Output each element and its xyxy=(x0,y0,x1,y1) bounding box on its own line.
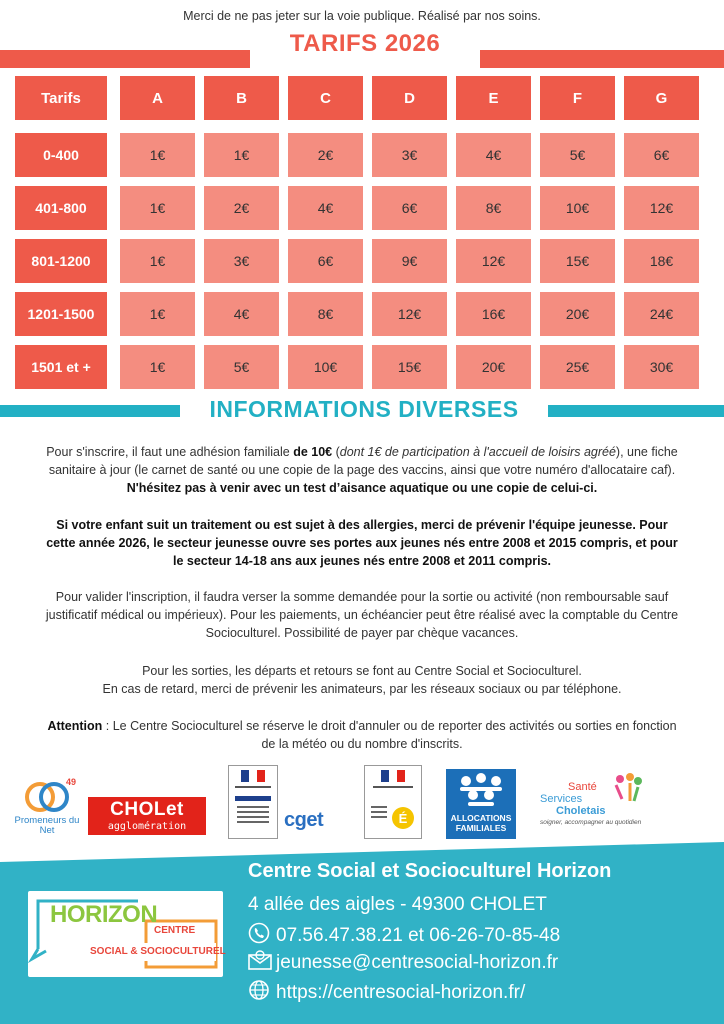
title-decor-right xyxy=(480,50,724,68)
footer-phone[interactable]: 07.56.47.38.21 et 06-26-70-85-48 xyxy=(276,925,561,947)
table-header-row xyxy=(15,76,699,120)
promeneurs-label: Promeneurs du Net xyxy=(14,815,80,836)
table-corner-header: Tarifs xyxy=(15,76,107,120)
people-icon xyxy=(610,771,646,807)
footer-address: 4 allée des aigles - 49300 CHOLET xyxy=(248,894,547,915)
column-header: F xyxy=(540,76,615,120)
column-header: C xyxy=(288,76,363,120)
info-paragraph-registration xyxy=(30,443,694,497)
table-cell: 12€ xyxy=(372,292,447,336)
table-cell: 8€ xyxy=(456,186,531,230)
info-paragraph-outings xyxy=(30,662,694,698)
info-paragraph-health: Si votre enfant suit un traitement ou est sujet à des allergies, merci de prévenir l'équipe jeunesse. Pour cette année 2026, le secteur jeunesse ouvre ses portes aux jeunes nés entre 2008 et 2015 compris, et pour le secteur 14-18 ans aux jeunes nés entre 2008 et 2011 compris. xyxy=(46,518,678,568)
svg-text:É: É xyxy=(398,811,408,826)
cholet-agglo-logo xyxy=(88,797,206,835)
globe-icon xyxy=(248,979,270,1007)
row-header: 1201-1500 xyxy=(15,292,107,336)
mail-icon xyxy=(248,950,270,976)
table-cell: 12€ xyxy=(456,239,531,283)
caf-line: FAMILIALES xyxy=(455,823,507,833)
footer-email[interactable]: jeunesse@centresocial-horizon.fr xyxy=(276,952,559,974)
info-section-title: INFORMATIONS DIVERSES xyxy=(209,396,519,422)
table-cell: 5€ xyxy=(540,133,615,177)
table-cell: 4€ xyxy=(456,133,531,177)
marianne-emblem-icon xyxy=(229,766,277,838)
table-cell: 12€ xyxy=(624,186,699,230)
column-header: A xyxy=(120,76,195,120)
info-text: ( xyxy=(332,445,340,459)
table-cell: 1€ xyxy=(120,345,195,389)
footer-phone-row xyxy=(248,922,560,950)
horizon-logo xyxy=(28,891,226,977)
table-cell: 10€ xyxy=(540,186,615,230)
table-cell: 1€ xyxy=(120,292,195,336)
table-cell: 18€ xyxy=(624,239,699,283)
table-cell: 25€ xyxy=(540,345,615,389)
table-cell: 2€ xyxy=(204,186,279,230)
table-cell: 4€ xyxy=(204,292,279,336)
column-header: D xyxy=(372,76,447,120)
cholet-logo-subtext: agglomération xyxy=(107,821,187,832)
table-cell: 5€ xyxy=(204,345,279,389)
table-row xyxy=(15,186,699,230)
table-row xyxy=(15,239,699,283)
table-cell: 3€ xyxy=(204,239,279,283)
info-text: En cas de retard, merci de prévenir les animateurs, par les réseaux sociaux ou par téléphone. xyxy=(102,682,622,696)
footer-website[interactable]: https://centresocial-horizon.fr/ xyxy=(276,982,526,1004)
table-cell: 6€ xyxy=(624,133,699,177)
table-cell: 15€ xyxy=(540,239,615,283)
info-paragraph-payment: Pour valider l'inscription, il faudra verser la somme demandée pour la sortie ou activité (non remboursable sauf justificatif médical ou impérieux). Pour les paiements, un échéancier peut être réalisé avec la comptable du Centre Socioculturel. Possibilité de payer par chèque vacances. xyxy=(45,590,679,640)
footer-email-row xyxy=(248,950,558,976)
sante-line: Choletais xyxy=(556,805,606,817)
caf-logo-text xyxy=(446,813,516,833)
table-cell: 1€ xyxy=(120,239,195,283)
republique-francaise-logo xyxy=(228,765,278,839)
row-header: 0-400 xyxy=(15,133,107,177)
promeneurs-number: 49 xyxy=(66,777,77,787)
info-paragraph-attention xyxy=(40,717,684,753)
info-text: Pour s'inscrire, il faut une adhésion familiale xyxy=(46,445,294,459)
cget-logo: cget xyxy=(284,809,324,831)
family-icon xyxy=(446,769,516,813)
horizon-logo-title: HORIZON xyxy=(50,901,158,928)
phone-icon xyxy=(248,922,270,950)
sante-line: Services xyxy=(540,793,583,805)
page-title: TARIFS 2026 xyxy=(289,30,441,57)
table-cell: 24€ xyxy=(624,292,699,336)
top-note: Merci de ne pas jeter sur la voie publique. Réalisé par nos soins. xyxy=(183,9,541,23)
table-row xyxy=(15,345,699,389)
table-row xyxy=(15,133,699,177)
table-cell: 1€ xyxy=(120,133,195,177)
ministere-education-logo xyxy=(364,765,422,839)
info-decor-left xyxy=(0,405,180,417)
row-header: 401-800 xyxy=(15,186,107,230)
table-cell: 4€ xyxy=(288,186,363,230)
partner-logos xyxy=(0,765,724,845)
horizon-logo-badge: CENTRE xyxy=(154,925,196,936)
info-decor-right xyxy=(548,405,724,417)
table-cell: 6€ xyxy=(288,239,363,283)
footer-website-row xyxy=(248,979,525,1007)
info-text: : Le Centre Socioculturel se réserve le droit d'annuler ou de reporter des activités ou sorties en fonction de la météo ou du nombre d'inscrits. xyxy=(102,719,677,751)
table-cell: 20€ xyxy=(540,292,615,336)
row-header: 1501 et + xyxy=(15,345,107,389)
attention-label: Attention xyxy=(47,719,103,733)
table-cell: 16€ xyxy=(456,292,531,336)
column-header: B xyxy=(204,76,279,120)
column-header: G xyxy=(624,76,699,120)
sante-line: Santé xyxy=(568,781,597,793)
table-cell: 6€ xyxy=(372,186,447,230)
title-decor-left xyxy=(0,50,250,68)
table-cell: 1€ xyxy=(120,186,195,230)
promeneurs-du-net-logo xyxy=(14,777,84,836)
footer-title: Centre Social et Socioculturel Horizon xyxy=(248,860,612,882)
education-emblem-icon xyxy=(365,766,421,838)
info-text-italic: dont 1€ de participation à l'accueil de loisirs agréé xyxy=(339,445,616,459)
table-row xyxy=(15,292,699,336)
sante-services-choletais-logo xyxy=(540,775,650,835)
row-header: 801-1200 xyxy=(15,239,107,283)
caf-logo xyxy=(446,769,516,839)
table-cell: 20€ xyxy=(456,345,531,389)
caf-line: ALLOCATIONS xyxy=(450,813,512,823)
table-cell: 8€ xyxy=(288,292,363,336)
table-cell: 10€ xyxy=(288,345,363,389)
column-header: E xyxy=(456,76,531,120)
sante-tagline: soigner, accompagner au quotidien xyxy=(540,819,642,826)
info-text: Pour les sorties, les départs et retours se font au Centre Social et Socioculturel. xyxy=(142,664,582,678)
info-text-bold: N'hésitez pas à venir avec un test d’aisance aquatique ou une copie de celui-ci. xyxy=(126,481,598,495)
info-text: ), une fiche sanitaire à jour (le carnet de santé ou une copie de la page des vaccins, ainsi que votre numéro d'allocataire caf). xyxy=(48,445,678,477)
table-cell: 15€ xyxy=(372,345,447,389)
table-cell: 2€ xyxy=(288,133,363,177)
table-cell: 1€ xyxy=(204,133,279,177)
table-cell: 30€ xyxy=(624,345,699,389)
table-cell: 9€ xyxy=(372,239,447,283)
info-text-bold: de 10€ xyxy=(293,445,333,459)
table-cell: 3€ xyxy=(372,133,447,177)
cholet-logo-text: CHOLet xyxy=(110,799,184,820)
horizon-logo-subtitle: SOCIAL & SOCIOCULTUREL xyxy=(90,946,226,957)
